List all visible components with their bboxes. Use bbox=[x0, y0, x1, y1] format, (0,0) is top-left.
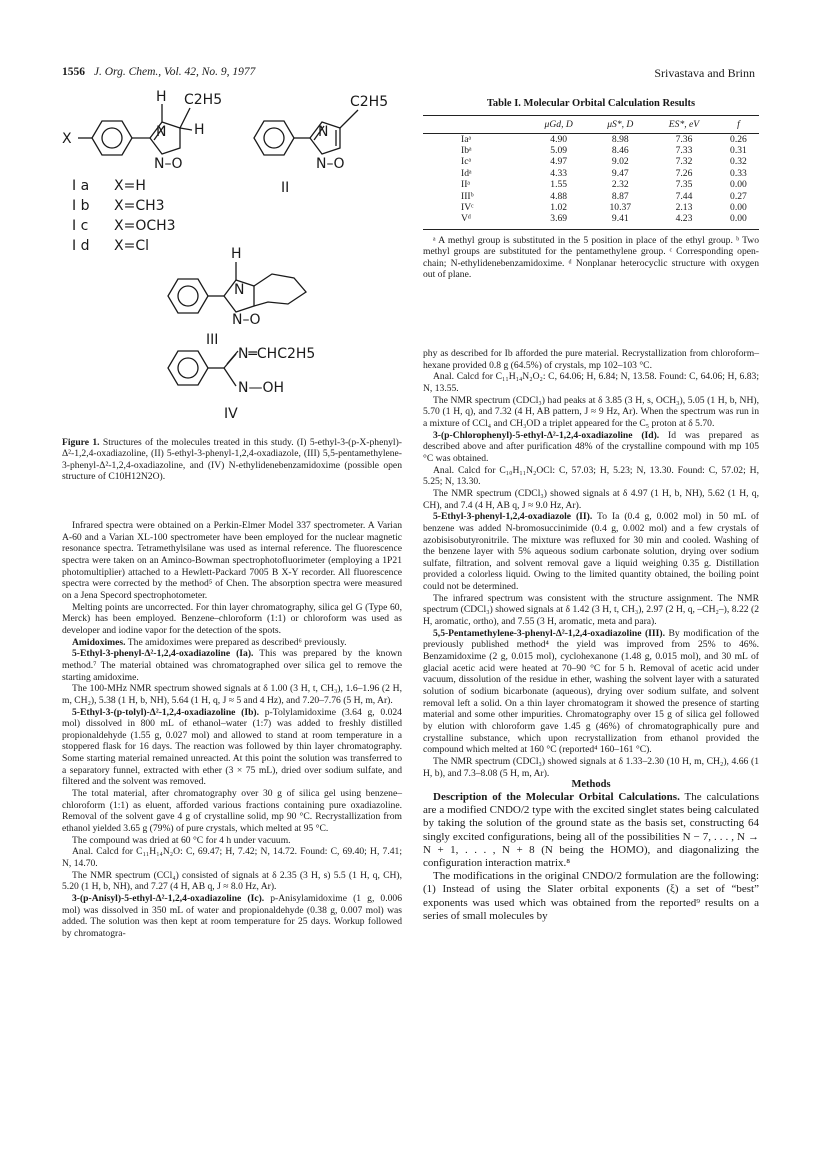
paragraph-text: To Ia (0.4 g, 0.002 mol) in 50 mL of benzene was added N-bromosuccinimide (0.4 g, 0.002 mol) and a few crystals of azobisisobutyronitrile. The mixture was refluxed for 30 min and cooled. Washing of the benzene layer with 5% aqueous sodium carbonate solution, drying over sodium sulfate, filtration, and solvent removal gave a liquid weighing 0.35 g. Distillation provided a colorless liquid. Owing to the limited quantity obtained, the boiling point could not be determined. bbox=[423, 511, 760, 593]
col-header-mu-gd: μGd, D bbox=[527, 116, 591, 134]
table-cell-mu-gd: 3.69 bbox=[550, 213, 568, 225]
label-iii: III bbox=[206, 332, 219, 348]
body-paragraph bbox=[62, 788, 402, 835]
body-paragraph bbox=[423, 488, 759, 511]
table-cell-mu-s: 10.37 bbox=[609, 201, 632, 213]
paragraph-heading: 3-(p-Anisyl)-5-ethyl-Δ²-1,2,4-oxadiazoline (Ic). bbox=[72, 893, 265, 904]
paragraph-text: The calculations are a modified CNDO/2 type with the excited singlet states being calculated by taking the solution of the ground state as the basis set, constructing 64 singly excited configurations, being all of the possibilities N − 7, . . . , N → N + 1, . . . , N + 8 (N being the HOMO), and diagonalizing the configuration interaction matrix.⁸ bbox=[423, 790, 760, 869]
body-paragraph bbox=[62, 683, 402, 706]
table-cell-mu-s: 2.32 bbox=[611, 179, 629, 191]
journal-citation: J. Org. Chem., Vol. 42, No. 9, 1977 bbox=[93, 66, 256, 78]
table-cell-f: 0.26 bbox=[730, 133, 747, 145]
label-no-i: N–O bbox=[154, 156, 183, 172]
table-cell-f: 0.27 bbox=[730, 190, 747, 202]
label-no-iii: N–O bbox=[232, 312, 261, 328]
variant-ia-id: I a bbox=[72, 178, 90, 194]
paragraph-text: The infrared spectrum was consistent with the structure assignment. The NMR spectrum (CDCl₃) showed signals at δ 1.42 (3 H, t, CH₃), 2.97 (2 H, q, –CH₂–), 8.22 (2 H, aromatic, ortho), and 7.55 (3 H, aromatic, meta and para). bbox=[423, 592, 759, 628]
structure-drawing bbox=[58, 86, 408, 436]
table-title-label: Table I. bbox=[486, 98, 521, 109]
body-paragraph bbox=[423, 511, 759, 593]
body-paragraph bbox=[62, 637, 402, 649]
paragraph-text: The amidoximes were prepared as described⁶ previously. bbox=[125, 636, 347, 648]
paragraph-text: This was prepared by the known method.⁷ The material obtained was chromatographed over silica gel to remove the starting amidoxime. bbox=[62, 648, 402, 683]
body-paragraph bbox=[423, 791, 759, 870]
body-paragraph bbox=[62, 602, 402, 637]
table-cell-mu-s: 9.41 bbox=[611, 213, 629, 225]
table-cell-mu-s: 8.46 bbox=[611, 144, 629, 156]
left-column-text bbox=[62, 520, 402, 940]
table-cell-f: 0.31 bbox=[730, 144, 747, 156]
table-cell-name: Vᵈ bbox=[461, 213, 471, 225]
paragraph-heading: 5-Ethyl-3-phenyl-1,2,4-oxadiazole (II). bbox=[433, 511, 593, 523]
col-header-name bbox=[423, 116, 527, 134]
body-paragraph bbox=[423, 395, 759, 430]
table-cell-name: Idᵃ bbox=[461, 167, 472, 179]
paragraph-text: Id was prepared as described above and after purification 48% of the crystalline compound with mp 105 °C was obtained. bbox=[423, 429, 759, 464]
table-row bbox=[423, 202, 759, 213]
table-cell-mu-s: 8.87 bbox=[611, 190, 629, 202]
table-row bbox=[423, 180, 759, 191]
right-column-experimental bbox=[423, 348, 759, 779]
paragraph-text: The NMR spectrum (CDCl₃) showed signals at δ 1.33–2.30 (10 H, m, CH₂), 4.66 (1 H, b), and 7.3–8.08 (5 H, m, Ar). bbox=[423, 755, 759, 779]
body-paragraph bbox=[423, 465, 759, 488]
running-header-authors: Srivastava and Brinn bbox=[654, 66, 755, 80]
paragraph-text: The total material, after chromatography over 30 g of silica gel using benzene–chloroform (1:1) as eluent, afforded various fractions containing pure oxadiazoline. Removal of the solvent gave 4 g of crystalline solid, mp 90 °C. Recrystallization from ethanol yielded 3.65 g (79%) of pure crystals, which melted at 95 °C. bbox=[62, 788, 402, 835]
body-paragraph bbox=[423, 371, 759, 394]
methods-section bbox=[423, 791, 759, 923]
table-cell-es: 7.26 bbox=[675, 167, 693, 179]
paragraph-heading: Description of the Molecular Orbital Calculations. bbox=[433, 790, 680, 803]
table-cell-mu-s: 8.98 bbox=[611, 133, 629, 145]
body-paragraph bbox=[62, 835, 402, 847]
paragraph-text: Melting points are uncorrected. For thin layer chromatography, silica gel G (Type 60, Merck) has been employed. Benzene–chloroform (1:1) or chloroform was used as developer and iodine vapor for the detection of the spots. bbox=[62, 601, 402, 636]
figure-structures bbox=[58, 86, 408, 436]
paragraph-text: The NMR spectrum (CDCl₃) showed signals at δ 4.97 (1 H, b, NH), 5.62 (1 H, q, CH), and 7.4 (4 H, AB q, J ≈ 9.0 Hz, Ar). bbox=[423, 487, 759, 511]
paragraph-text: The 100-MHz NMR spectrum showed signals at δ 1.00 (3 H, t, CH₃), 1.6–1.96 (2 H, m, CH₂), 5.38 (1 H, b, NH), 5.64 (1 H, q, J ≈ 5 and 4 Hz), and 7.20–7.76 (5 H, m, Ar). bbox=[62, 683, 402, 706]
figure-caption-text: Structures of the molecules treated in this study. (I) 5-ethyl-3-(p-X-phenyl)-Δ²-1,2,4-oxadiazoline, (II) 5-ethyl-3-phenyl-1,2,4-oxadiazole, (III) 5,5-pentamethylene-3-phenyl-Δ²-1,2,4-oxadiazoline, and (IV) N-ethylidenebenzamidoxime (possible open structure of C10H12N2O). bbox=[62, 437, 402, 483]
label-n-iii: N bbox=[234, 282, 245, 298]
table-row bbox=[423, 191, 759, 202]
variant-ib-sub: X=CH3 bbox=[114, 198, 165, 214]
table-cell-mu-gd: 1.55 bbox=[550, 179, 568, 191]
variant-ia-sub: X=H bbox=[114, 178, 146, 194]
table-cell-f: 0.00 bbox=[730, 213, 747, 225]
paragraph-text: Anal. Calcd for C₁₁H₁₄N₂O: C, 69.47; H, 7.42; N, 14.72. Found: C, 69.40; H, 7.41; N, 14.70. bbox=[62, 846, 402, 870]
paragraph-text: p-Tolylamidoxime (3.64 g, 0.024 mol) dissolved in 800 mL of ethanol–water (1:7) was added to freshly distilled propionaldehyde (1.55 g, 0.027 mol) and allowed to stand at room temperature in a stoppered flask for 16 days. The reaction was followed by thin layer chromatography. Some starting material remained unreacted. At this point the solution was transferred to a separatory funnel, extracted with ether (3 × 75 mL), dried over sodium sulfate, and filtered and the solvent was removed. bbox=[62, 706, 402, 788]
paragraph-heading: Amidoximes. bbox=[72, 636, 126, 648]
table-title bbox=[423, 98, 759, 109]
table-row bbox=[423, 168, 759, 179]
benzene-ring-iv bbox=[168, 351, 208, 385]
label-n-chc2h5: N═CHC2H5 bbox=[238, 346, 316, 362]
paragraph-heading: 5-Ethyl-3-phenyl-Δ²-1,2,4-oxadiazoline (Ia). bbox=[72, 648, 254, 660]
table-i bbox=[423, 98, 759, 280]
benzene-ring-ii bbox=[254, 121, 294, 155]
table-cell-es: 2.13 bbox=[675, 201, 693, 213]
right-column-text bbox=[423, 348, 759, 923]
cyclohexane-ring-iii bbox=[254, 274, 306, 306]
body-paragraph bbox=[62, 648, 402, 683]
body-paragraph bbox=[423, 593, 759, 628]
variant-ic-id: I c bbox=[72, 218, 89, 234]
variant-id-id: I d bbox=[72, 238, 90, 254]
paragraph-heading: 5,5-Pentamethylene-3-phenyl-Δ²-1,2,4-oxadiazoline (III). bbox=[433, 627, 665, 639]
table-cell-f: 0.00 bbox=[730, 201, 747, 213]
table-cell-mu-gd: 4.97 bbox=[550, 156, 568, 168]
table-row bbox=[423, 214, 759, 228]
table-cell-mu-gd: 5.09 bbox=[550, 144, 568, 156]
table-cell-name: IVᶜ bbox=[461, 201, 474, 213]
body-paragraph bbox=[62, 870, 402, 893]
table-row bbox=[423, 145, 759, 156]
table-cell-es: 7.32 bbox=[675, 156, 693, 168]
table-cell-es: 7.35 bbox=[675, 179, 693, 191]
table-cell-f: 0.00 bbox=[730, 179, 747, 191]
label-n-ii: N bbox=[318, 124, 329, 140]
benzene-ring-i bbox=[92, 121, 132, 155]
running-header-left bbox=[62, 66, 255, 78]
col-header-es: ES*, eV bbox=[650, 116, 718, 134]
col-header-mu-s: μS*, D bbox=[591, 116, 651, 134]
table-footnotes: ᵃ A methyl group is substituted in the 5 position in place of the ethyl group. ᵇ Two methyl groups are substituted for the pentamethylene group. ᶜ Corresponding open-chain; N-ethylidenebenzamidoxime. ᵈ Nonplanar heterocyclic structure with oxygen out of plane. bbox=[423, 234, 759, 280]
label-iv: IV bbox=[224, 406, 238, 422]
body-paragraph bbox=[423, 628, 759, 756]
benzene-ring-iii bbox=[168, 279, 208, 313]
table-title-text: Molecular Orbital Calculation Results bbox=[523, 98, 696, 109]
variant-ib-id: I b bbox=[72, 198, 90, 214]
body-paragraph bbox=[423, 756, 759, 779]
table-cell-mu-gd: 1.02 bbox=[550, 201, 568, 213]
variant-id-sub: X=Cl bbox=[114, 238, 149, 254]
paragraph-text: The NMR spectrum (CCl₄) consisted of signals at δ 2.35 (3 H, s) 5.5 (1 H, q, CH), 5.20 (1 H, b, NH), and 7.27 (4 H, AB q, J ≈ 8.0 Hz, Ar). bbox=[62, 869, 402, 893]
paragraph-text: Infrared spectra were obtained on a Perkin-Elmer Model 337 spectrometer. A Varian A-60 and a Varian XL-100 spectrometer have been employed for the nuclear magnetic resonance spectra. Tetramethylsilane was used as internal reference. The fluorescence spectra were taken on an Aminco-Bowman spectrophotofluorimeter (employing a 1P21 photomultiplier) attached to a Hewlett-Packard 7005 B X-Y recorder. All fluorescence spectra were corrected by the method⁵ of Chen. The absorption spectra were measured on a Jena Specord spectrophotometer. bbox=[62, 520, 402, 601]
table-cell-es: 4.23 bbox=[675, 213, 693, 225]
table-row bbox=[423, 134, 759, 146]
table-cell-f: 0.32 bbox=[730, 156, 747, 168]
body-paragraph bbox=[62, 846, 402, 869]
body-paragraph bbox=[62, 893, 402, 940]
paragraph-text: By modification of the previously published method⁴ the yield was improved from 25% to 46%. Benzamidoxime (2 g, 0.015 mol), cyclohexanone (1.48 g, 0.015 mol), and 30 mL of glacial acetic acid were heated at 70–90 °C for 5 h. Removal of acetic acid under vacuum, dissolution of the residue in ether, washing the solvent layer with a saturated solution of sodium bicarbonate (aqueous), drying over sodium sulfate, and solvent removal left a solid. On a thin layer chromatogram it showed the presence of starting material and some other impurities. Chromatography over 15 g of silica gel followed by elution with chloroform gave 1.45 g (46%) of chromatographically pure and crystalline substance, which upon recrystallization from ethanol provided the compound which melted at 160 °C (reported⁴ 160–161 °C). bbox=[423, 627, 759, 756]
table-cell-name: IIᵃ bbox=[461, 179, 471, 191]
label-n-oh: N—OH bbox=[238, 380, 285, 396]
table-cell-mu-gd: 4.90 bbox=[550, 133, 568, 145]
paragraph-heading: 5-Ethyl-3-(p-tolyl)-Δ²-1,2,4-oxadiazoline (Ib). bbox=[72, 706, 260, 718]
page-number: 1556 bbox=[62, 66, 85, 78]
body-paragraph bbox=[423, 870, 759, 923]
table-cell-f: 0.33 bbox=[730, 167, 747, 179]
label-c2h5-i: C2H5 bbox=[184, 92, 223, 108]
paragraph-heading: 3-(p-Chlorophenyl)-5-ethyl-Δ²-1,2,4-oxadiazoline (Id). bbox=[433, 429, 660, 441]
body-paragraph bbox=[423, 430, 759, 465]
table-rule bbox=[423, 229, 759, 230]
table-cell-name: Ibᵃ bbox=[461, 144, 472, 156]
results-table bbox=[423, 115, 759, 228]
paragraph-text: The compound was dried at 60 °C for 4 h under vacuum. bbox=[72, 834, 291, 846]
table-cell-name: Icᵃ bbox=[461, 156, 472, 168]
figure-caption-label: Figure 1. bbox=[62, 437, 100, 448]
table-cell-es: 7.33 bbox=[675, 144, 693, 156]
table-body bbox=[423, 134, 759, 228]
table-cell-mu-s: 9.47 bbox=[611, 167, 629, 179]
col-header-f: f bbox=[718, 116, 759, 134]
table-cell-es: 7.36 bbox=[675, 133, 693, 145]
table-cell-name: Iaᵃ bbox=[461, 133, 472, 145]
label-c2h5-ii: C2H5 bbox=[350, 94, 389, 110]
table-cell-mu-s: 9.02 bbox=[611, 156, 629, 168]
label-h2-i: H bbox=[194, 122, 205, 138]
table-cell-mu-gd: 4.88 bbox=[550, 190, 568, 202]
figure-caption bbox=[62, 437, 402, 483]
label-no-ii: N–O bbox=[316, 156, 345, 172]
body-paragraph bbox=[62, 520, 402, 602]
table-cell-name: IIIᵇ bbox=[461, 190, 474, 202]
table-cell-mu-gd: 4.33 bbox=[550, 167, 568, 179]
body-paragraph bbox=[423, 348, 759, 371]
label-n-i: N bbox=[156, 124, 167, 140]
paragraph-text: Anal. Calcd for C₁₁H₁₄N₂O₂: C, 64.06; H, 6.84; N, 13.58. Found: C, 64.06; H, 6.83; N, 13.55. bbox=[423, 371, 759, 394]
methods-heading: Methods bbox=[571, 779, 611, 791]
label-x: X bbox=[62, 131, 72, 147]
label-ii: II bbox=[281, 180, 290, 196]
paragraph-text: The NMR spectrum (CDCl₃) had peaks at δ 3.85 (3 H, s, OCH₃), 5.05 (1 H, b, NH), 5.70 (1 H, q), and 7.32 (4 H, AB pattern, J ≈ 9 Hz, Ar). When the spectrum was run in a mixture of CCl₄ and CH₃OD a triplet appeared for the C₅ proton at δ 5.70. bbox=[423, 394, 759, 429]
label-h-i: H bbox=[156, 89, 167, 105]
body-paragraph bbox=[62, 707, 402, 789]
paragraph-text: Anal. Calcd for C₁₀H₁₁N₂OCl: C, 57.03; H, 5.23; N, 13.30. Found: C, 57.02; H, 5.25; N, 13.30. bbox=[423, 464, 759, 488]
paragraph-text: p-Anisylamidoxime (1 g, 0.006 mol) was dissolved in 350 mL of water and propionaldehyde (0.38 g, 0.007 mol) was added. The solution was then kept at room temperature for 25 days. Workup followed by chromatogra- bbox=[62, 893, 403, 939]
label-h-iii: H bbox=[231, 246, 242, 262]
table-cell-es: 7.44 bbox=[675, 190, 693, 202]
paragraph-text: phy as described for Ib afforded the pure material. Recrystallization from chloroform–hexane provided 0.8 g (64.5%) of crystals, mp 102–103 °C. bbox=[423, 348, 759, 371]
table-row bbox=[423, 157, 759, 168]
paragraph-text: The modifications in the original CNDO/2 formulation are the following: (1) Instead of using the Slater orbital exponents (ξ) a set of “best” exponents was used which was obtained from the reported⁹ results on a series of small molecules by bbox=[423, 870, 759, 922]
variant-ic-sub: X=OCH3 bbox=[114, 218, 176, 234]
